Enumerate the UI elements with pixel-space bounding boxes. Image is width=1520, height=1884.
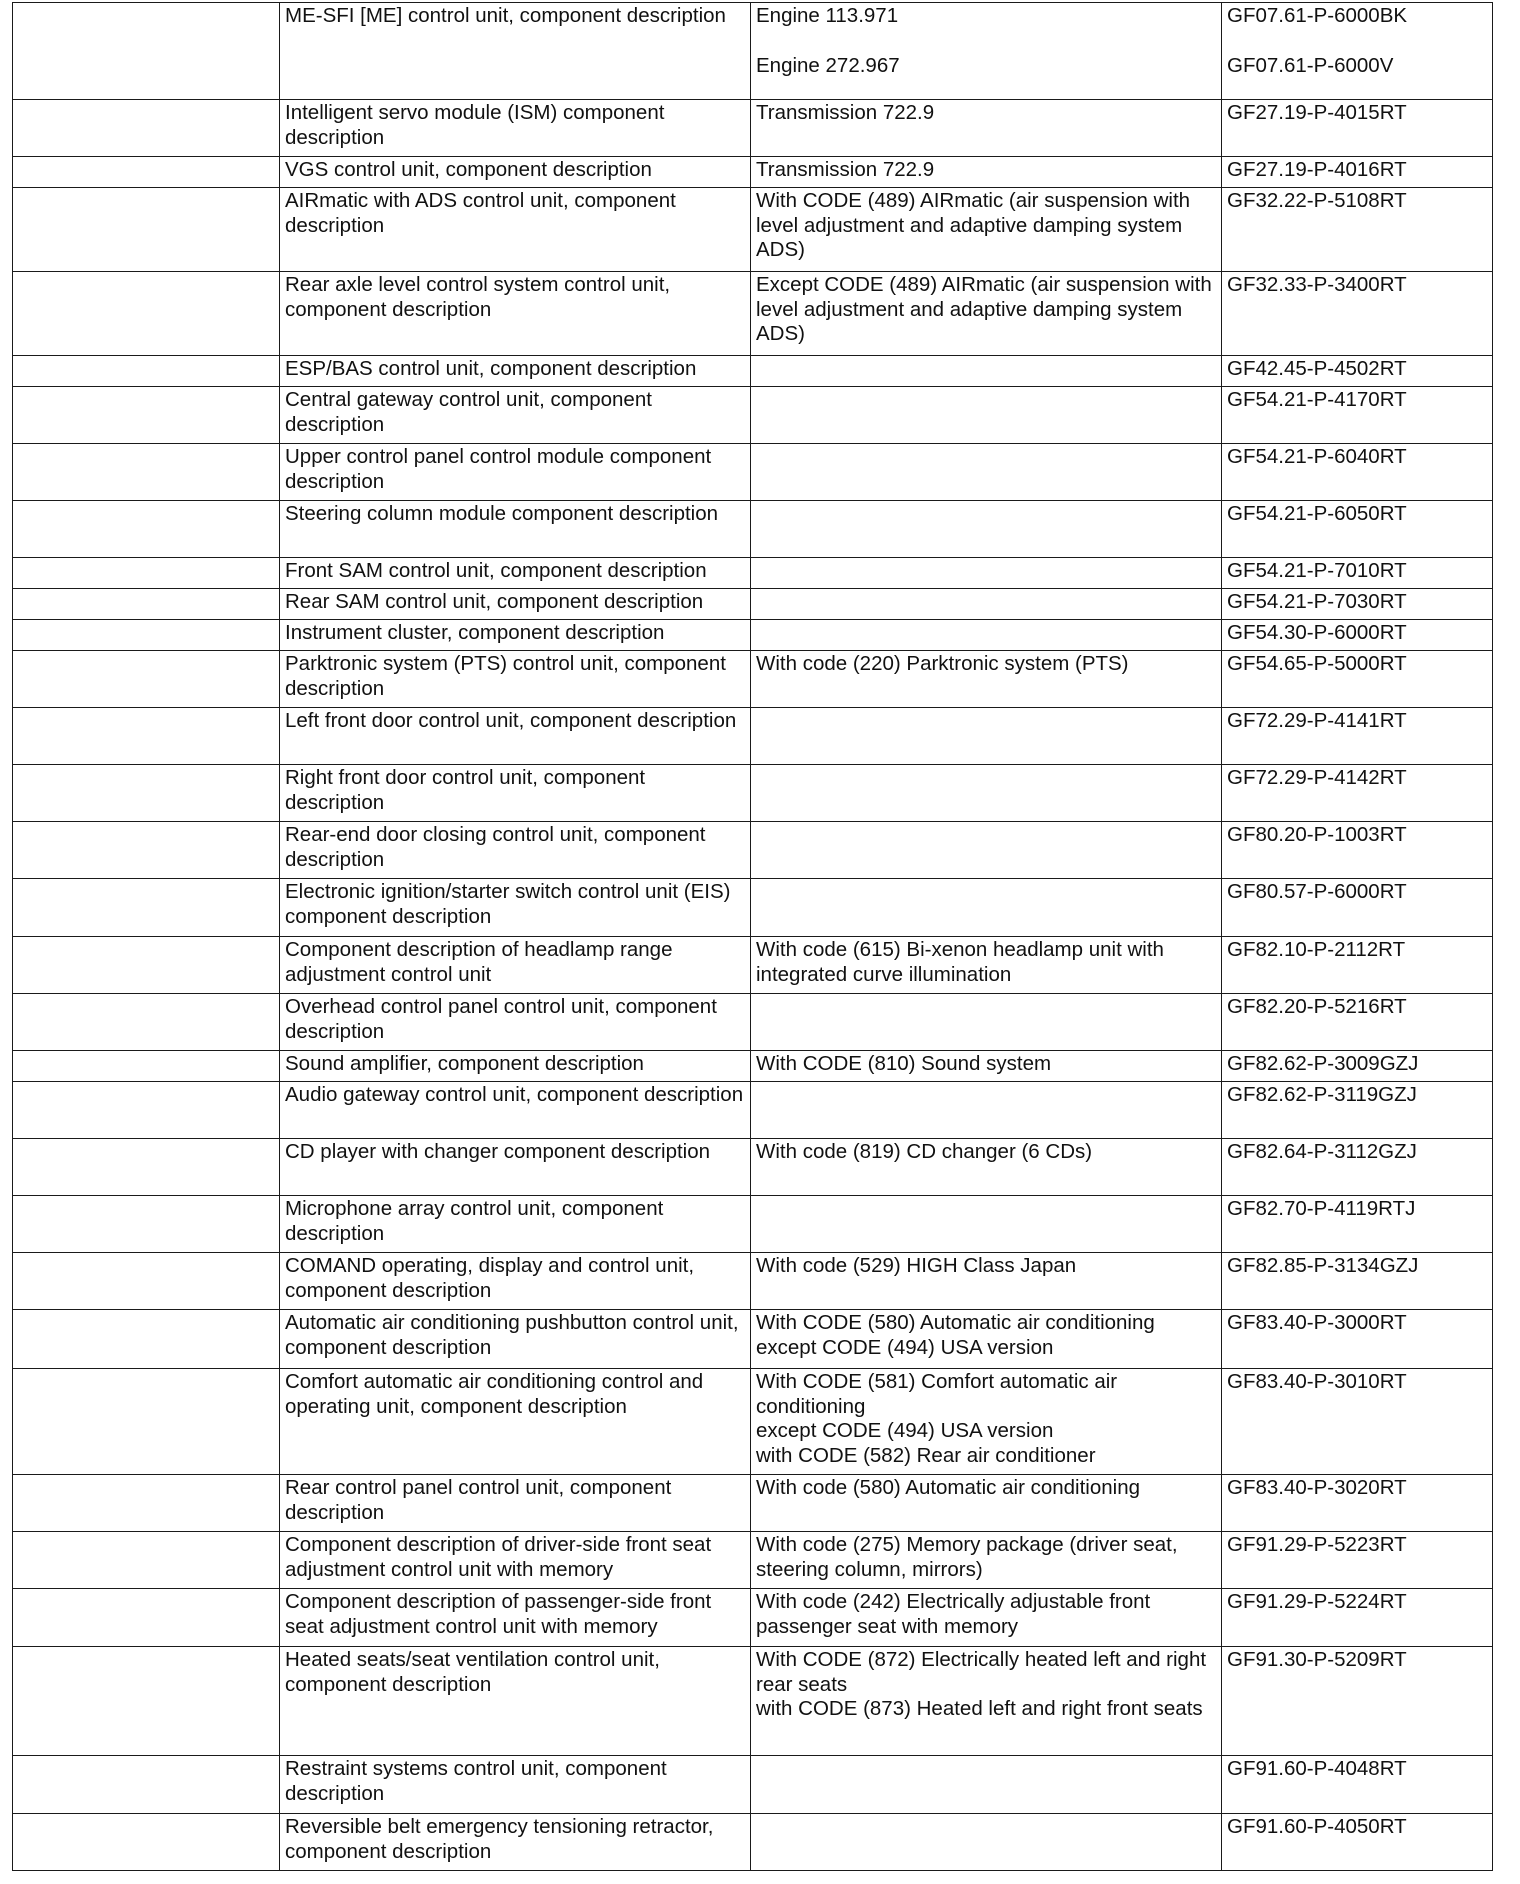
condition-text: With code (242) Electrically adjustable front passenger seat with memory xyxy=(756,1590,1151,1638)
condition-cell xyxy=(751,188,1222,272)
condition-text: except CODE (494) USA version xyxy=(756,1419,1054,1442)
component-cell xyxy=(280,558,751,589)
blank-cell xyxy=(13,1756,280,1814)
component-text: Central gateway control unit, component description xyxy=(285,388,652,436)
blank-cell xyxy=(13,1647,280,1756)
condition-cell xyxy=(751,1310,1222,1369)
component-cell xyxy=(280,1647,751,1756)
condition-cell xyxy=(751,620,1222,651)
blank-cell xyxy=(13,188,280,272)
component-text: Component description of driver-side front seat adjustment control unit with memory xyxy=(285,1533,712,1581)
document-number-text: GF54.21-P-7030RT xyxy=(1227,590,1407,613)
component-text: ESP/BAS control unit, component description xyxy=(285,357,697,380)
component-cell xyxy=(280,1532,751,1589)
document-number-text: GF27.19-P-4015RT xyxy=(1227,101,1407,124)
component-cell xyxy=(280,1082,751,1139)
component-text: Rear SAM control unit, component description xyxy=(285,590,704,613)
component-cell xyxy=(280,1589,751,1647)
component-text: Rear-end door closing control unit, component description xyxy=(285,823,706,871)
condition-text: with CODE (873) Heated left and right front seats xyxy=(756,1697,1203,1720)
document-number-text: GF42.45-P-4502RT xyxy=(1227,357,1407,380)
document-number-cell xyxy=(1222,822,1493,879)
blank-cell xyxy=(13,620,280,651)
document-number-text: GF82.70-P-4119RTJ xyxy=(1227,1197,1416,1220)
component-text: Component description of passenger-side front seat adjustment control unit with memory xyxy=(285,1590,712,1638)
table-row xyxy=(13,1139,1493,1196)
document-number-cell xyxy=(1222,157,1493,188)
component-cell xyxy=(280,822,751,879)
condition-cell xyxy=(751,1196,1222,1253)
blank-cell xyxy=(13,1051,280,1082)
component-text: Front SAM control unit, component description xyxy=(285,559,707,582)
document-number-text: GF32.33-P-3400RT xyxy=(1227,273,1407,296)
component-cell xyxy=(280,1310,751,1369)
table-row xyxy=(13,188,1493,272)
blank-cell xyxy=(13,444,280,501)
blank-cell xyxy=(13,1253,280,1310)
condition-text: With CODE (489) AIRmatic (air suspension with level adjustment and adaptive damping system ADS) xyxy=(756,189,1191,261)
document-number-text: GF82.62-P-3119GZJ xyxy=(1227,1083,1417,1106)
document-number-text: GF07.61-P-6000BK xyxy=(1227,4,1408,27)
condition-cell xyxy=(751,444,1222,501)
blank-cell xyxy=(13,937,280,994)
component-text: Right front door control unit, component description xyxy=(285,766,646,814)
document-number-text xyxy=(1227,29,1487,54)
component-text: Reversible belt emergency tensioning retractor, component description xyxy=(285,1815,714,1863)
blank-cell xyxy=(13,1589,280,1647)
document-number-cell xyxy=(1222,589,1493,620)
condition-cell xyxy=(751,765,1222,822)
component-cell xyxy=(280,1475,751,1532)
table-row xyxy=(13,558,1493,589)
document-number-text: GF82.62-P-3009GZJ xyxy=(1227,1052,1419,1075)
document-number-text: GF82.10-P-2112RT xyxy=(1227,938,1406,961)
component-text: Restraint systems control unit, component description xyxy=(285,1757,667,1805)
document-number-cell xyxy=(1222,1814,1493,1871)
component-text: Instrument cluster, component description xyxy=(285,621,665,644)
document-number-cell xyxy=(1222,444,1493,501)
table-row xyxy=(13,157,1493,188)
table-row xyxy=(13,1310,1493,1369)
component-text: Sound amplifier, component description xyxy=(285,1052,644,1075)
condition-cell xyxy=(751,879,1222,937)
condition-text: With code (819) CD changer (6 CDs) xyxy=(756,1140,1093,1163)
document-number-text: GF91.60-P-4048RT xyxy=(1227,1757,1407,1780)
component-text: Steering column module component description xyxy=(285,502,719,525)
document-number-text: GF83.40-P-3020RT xyxy=(1227,1476,1407,1499)
document-number-cell xyxy=(1222,1532,1493,1589)
condition-text: Engine 272.967 xyxy=(756,53,900,77)
component-cell xyxy=(280,1756,751,1814)
document-number-cell xyxy=(1222,1589,1493,1647)
condition-cell xyxy=(751,1532,1222,1589)
component-text: AIRmatic with ADS control unit, component description xyxy=(285,189,676,237)
blank-cell xyxy=(13,589,280,620)
table-row xyxy=(13,1051,1493,1082)
document-number-text: GF07.61-P-6000V xyxy=(1227,53,1394,77)
table-row xyxy=(13,1196,1493,1253)
condition-text: With CODE (581) Comfort automatic air conditioning xyxy=(756,1370,1118,1418)
table-row xyxy=(13,1589,1493,1647)
condition-text: With code (580) Automatic air conditioning xyxy=(756,1476,1141,1499)
document-number-cell xyxy=(1222,620,1493,651)
document-number-cell xyxy=(1222,1756,1493,1814)
condition-cell xyxy=(751,272,1222,356)
table-row xyxy=(13,387,1493,444)
component-cell xyxy=(280,444,751,501)
document-number-text: GF91.30-P-5209RT xyxy=(1227,1648,1407,1671)
component-cell xyxy=(280,387,751,444)
document-number-text: GF82.85-P-3134GZJ xyxy=(1227,1254,1419,1277)
component-cell xyxy=(280,501,751,558)
component-cell xyxy=(280,1253,751,1310)
document-number-text: GF82.20-P-5216RT xyxy=(1227,995,1407,1018)
document-number-cell xyxy=(1222,994,1493,1051)
document-number-text: GF72.29-P-4141RT xyxy=(1227,709,1407,732)
blank-cell xyxy=(13,3,280,100)
component-text: Rear control panel control unit, component description xyxy=(285,1476,672,1524)
document-number-text: GF54.65-P-5000RT xyxy=(1227,652,1407,675)
document-number-cell xyxy=(1222,272,1493,356)
condition-cell xyxy=(751,1647,1222,1756)
condition-cell xyxy=(751,651,1222,708)
component-cell xyxy=(280,100,751,157)
table-row xyxy=(13,994,1493,1051)
table-row xyxy=(13,1082,1493,1139)
table-row xyxy=(13,765,1493,822)
blank-cell xyxy=(13,356,280,387)
document-number-cell xyxy=(1222,1475,1493,1532)
component-text: Rear axle level control system control unit, component description xyxy=(285,273,671,321)
document-number-text: GF32.22-P-5108RT xyxy=(1227,189,1407,212)
blank-cell xyxy=(13,1369,280,1475)
condition-text: Transmission 722.9 xyxy=(756,158,935,181)
table-row xyxy=(13,100,1493,157)
document-number-cell xyxy=(1222,1196,1493,1253)
document-number-cell xyxy=(1222,356,1493,387)
component-cell xyxy=(280,356,751,387)
blank-cell xyxy=(13,272,280,356)
blank-cell xyxy=(13,1814,280,1871)
condition-cell xyxy=(751,356,1222,387)
component-text: Intelligent servo module (ISM) component description xyxy=(285,101,665,149)
document-number-text: GF83.40-P-3000RT xyxy=(1227,1311,1407,1334)
component-cell xyxy=(280,1369,751,1475)
blank-cell xyxy=(13,1475,280,1532)
component-text: VGS control unit, component description xyxy=(285,158,652,181)
document-number-text: GF54.21-P-6050RT xyxy=(1227,502,1407,525)
table-row xyxy=(13,444,1493,501)
component-text: CD player with changer component description xyxy=(285,1140,711,1163)
table-row xyxy=(13,651,1493,708)
component-cell xyxy=(280,879,751,937)
condition-text: With code (275) Memory package (driver seat, steering column, mirrors) xyxy=(756,1533,1178,1581)
document-number-text: GF54.21-P-6040RT xyxy=(1227,445,1407,468)
document-number-text: GF54.30-P-6000RT xyxy=(1227,621,1407,644)
table-row xyxy=(13,501,1493,558)
condition-cell xyxy=(751,1051,1222,1082)
blank-cell xyxy=(13,765,280,822)
blank-cell xyxy=(13,100,280,157)
condition-cell xyxy=(751,157,1222,188)
table-row xyxy=(13,879,1493,937)
condition-cell xyxy=(751,558,1222,589)
table-row xyxy=(13,822,1493,879)
table-row xyxy=(13,620,1493,651)
blank-cell xyxy=(13,558,280,589)
document-number-text: GF82.64-P-3112GZJ xyxy=(1227,1140,1417,1163)
component-cell xyxy=(280,3,751,100)
document-number-cell xyxy=(1222,558,1493,589)
table-row xyxy=(13,937,1493,994)
component-cell xyxy=(280,1051,751,1082)
condition-cell xyxy=(751,937,1222,994)
condition-cell xyxy=(751,1589,1222,1647)
blank-cell xyxy=(13,651,280,708)
document-number-text: GF54.21-P-7010RT xyxy=(1227,559,1407,582)
condition-text xyxy=(756,29,1216,54)
condition-text: With code (220) Parktronic system (PTS) xyxy=(756,652,1129,675)
component-cell xyxy=(280,1814,751,1871)
document-number-text: GF54.21-P-4170RT xyxy=(1227,388,1407,411)
table-row xyxy=(13,272,1493,356)
table-row xyxy=(13,1532,1493,1589)
table-row xyxy=(13,1369,1493,1475)
document-number-cell xyxy=(1222,1082,1493,1139)
condition-cell xyxy=(751,3,1222,100)
condition-cell xyxy=(751,501,1222,558)
document-number-text: GF27.19-P-4016RT xyxy=(1227,158,1407,181)
condition-text: Except CODE (489) AIRmatic (air suspension with level adjustment and adaptive damping system ADS) xyxy=(756,273,1212,345)
document-number-text: GF72.29-P-4142RT xyxy=(1227,766,1407,789)
condition-cell xyxy=(751,1475,1222,1532)
document-number-cell xyxy=(1222,937,1493,994)
component-text: Parktronic system (PTS) control unit, component description xyxy=(285,652,726,700)
blank-cell xyxy=(13,501,280,558)
condition-cell xyxy=(751,1814,1222,1871)
document-number-cell xyxy=(1222,879,1493,937)
document-number-cell xyxy=(1222,1310,1493,1369)
condition-text: With CODE (872) Electrically heated left and right rear seats xyxy=(756,1648,1207,1696)
condition-cell xyxy=(751,994,1222,1051)
table-row xyxy=(13,1253,1493,1310)
component-cell xyxy=(280,1139,751,1196)
document-number-cell xyxy=(1222,1369,1493,1475)
component-cell xyxy=(280,765,751,822)
blank-cell xyxy=(13,1082,280,1139)
component-text: Comfort automatic air conditioning control and operating unit, component description xyxy=(285,1370,704,1418)
table-row xyxy=(13,356,1493,387)
component-text: Component description of headlamp range adjustment control unit xyxy=(285,938,673,986)
condition-cell xyxy=(751,822,1222,879)
condition-text: With code (529) HIGH Class Japan xyxy=(756,1254,1077,1277)
condition-text: With CODE (580) Automatic air conditioning except CODE (494) USA version xyxy=(756,1311,1155,1359)
document-number-text: GF83.40-P-3010RT xyxy=(1227,1370,1407,1393)
component-cell xyxy=(280,188,751,272)
condition-text: with CODE (582) Rear air conditioner xyxy=(756,1443,1096,1467)
blank-cell xyxy=(13,879,280,937)
component-text: Electronic ignition/starter switch control unit (EIS) component description xyxy=(285,880,731,928)
document-number-text: GF80.20-P-1003RT xyxy=(1227,823,1407,846)
component-cell xyxy=(280,937,751,994)
condition-text: Engine 113.971 xyxy=(756,4,899,27)
document-number-cell xyxy=(1222,501,1493,558)
component-cell xyxy=(280,994,751,1051)
blank-cell xyxy=(13,822,280,879)
document-number-cell xyxy=(1222,1253,1493,1310)
component-text: ME-SFI [ME] control unit, component description xyxy=(285,4,726,27)
condition-text: With CODE (810) Sound system xyxy=(756,1052,1052,1075)
document-number-cell xyxy=(1222,1051,1493,1082)
component-text: Automatic air conditioning pushbutton control unit, component description xyxy=(285,1311,739,1359)
condition-cell xyxy=(751,387,1222,444)
component-cell xyxy=(280,651,751,708)
document-number-cell xyxy=(1222,3,1493,100)
blank-cell xyxy=(13,1139,280,1196)
document-number-text: GF91.29-P-5223RT xyxy=(1227,1533,1407,1556)
component-cell xyxy=(280,157,751,188)
document-number-cell xyxy=(1222,651,1493,708)
table-row xyxy=(13,3,1493,100)
component-cell xyxy=(280,708,751,765)
document-number-cell xyxy=(1222,1647,1493,1756)
table-row xyxy=(13,1475,1493,1532)
component-cell xyxy=(280,620,751,651)
condition-cell xyxy=(751,1082,1222,1139)
blank-cell xyxy=(13,1532,280,1589)
component-text: Overhead control panel control unit, component description xyxy=(285,995,717,1043)
condition-cell xyxy=(751,1139,1222,1196)
table-row xyxy=(13,1814,1493,1871)
component-text: Left front door control unit, component description xyxy=(285,709,737,732)
component-text: Heated seats/seat ventilation control unit, component description xyxy=(285,1648,660,1696)
condition-cell xyxy=(751,1253,1222,1310)
condition-cell xyxy=(751,1756,1222,1814)
table-row xyxy=(13,1756,1493,1814)
document-number-cell xyxy=(1222,708,1493,765)
blank-cell xyxy=(13,708,280,765)
condition-text: Transmission 722.9 xyxy=(756,101,935,124)
blank-cell xyxy=(13,1196,280,1253)
condition-text: With code (615) Bi-xenon headlamp unit with integrated curve illumination xyxy=(756,938,1164,986)
component-cell xyxy=(280,1196,751,1253)
condition-cell xyxy=(751,708,1222,765)
blank-cell xyxy=(13,387,280,444)
document-number-cell xyxy=(1222,100,1493,157)
condition-cell xyxy=(751,589,1222,620)
table-row xyxy=(13,589,1493,620)
component-text: Microphone array control unit, component description xyxy=(285,1197,664,1245)
component-cell xyxy=(280,589,751,620)
document-number-cell xyxy=(1222,765,1493,822)
table-row xyxy=(13,1647,1493,1756)
document-number-text: GF91.29-P-5224RT xyxy=(1227,1590,1407,1613)
document-number-cell xyxy=(1222,188,1493,272)
document-number-text: GF80.57-P-6000RT xyxy=(1227,880,1407,903)
blank-cell xyxy=(13,994,280,1051)
condition-cell xyxy=(751,100,1222,157)
blank-cell xyxy=(13,1310,280,1369)
blank-cell xyxy=(13,157,280,188)
component-cell xyxy=(280,272,751,356)
document-number-cell xyxy=(1222,1139,1493,1196)
table-body xyxy=(13,3,1493,1871)
condition-cell xyxy=(751,1369,1222,1475)
document-number-cell xyxy=(1222,387,1493,444)
component-text: Audio gateway control unit, component description xyxy=(285,1083,744,1106)
table-row xyxy=(13,708,1493,765)
component-text: COMAND operating, display and control unit, component description xyxy=(285,1254,695,1302)
component-table xyxy=(12,2,1493,1871)
document-number-text: GF91.60-P-4050RT xyxy=(1227,1815,1407,1838)
component-text: Upper control panel control module component description xyxy=(285,445,712,493)
